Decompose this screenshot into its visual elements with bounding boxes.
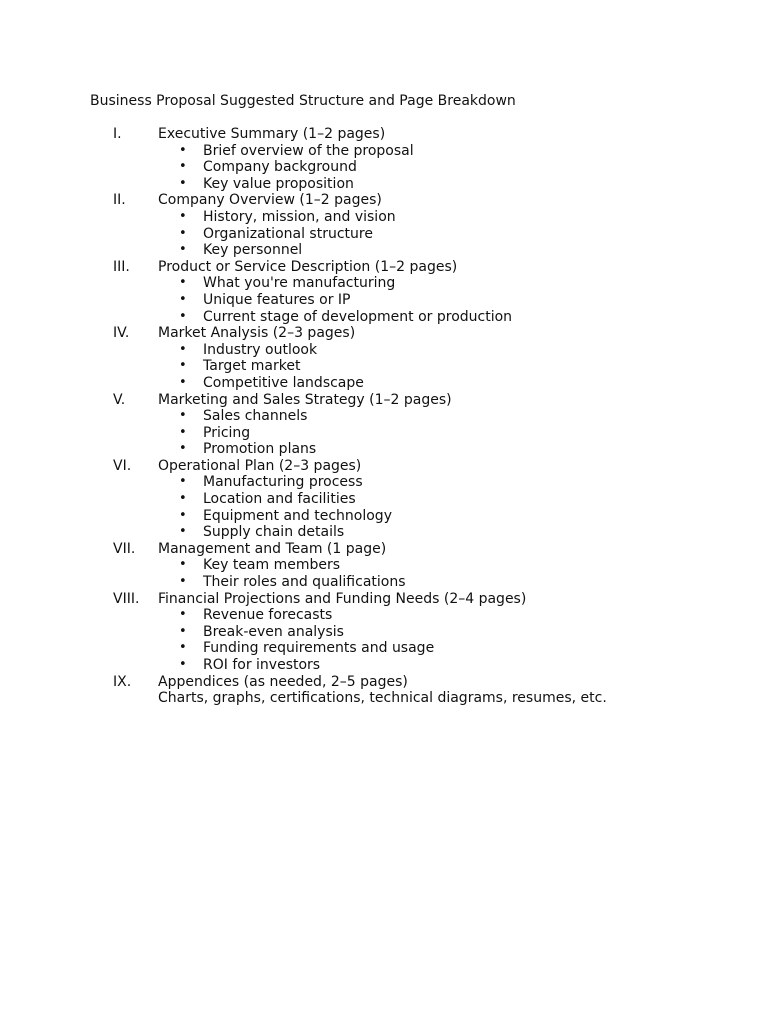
outline-section: [0, 541, 768, 558]
section-numeral: VI.: [113, 457, 132, 474]
outline-section: [0, 325, 768, 342]
section-numeral: VIII.: [113, 590, 140, 607]
bullet-icon: •: [179, 640, 187, 656]
bullet-icon: •: [179, 242, 187, 258]
section-numeral: V.: [113, 391, 126, 408]
bullet-icon: •: [179, 341, 187, 357]
bullet-item: [0, 375, 768, 392]
section-heading: Appendices (as needed, 2–5 pages): [158, 673, 408, 690]
bullet-item: [0, 209, 768, 226]
bullet-icon: •: [179, 275, 187, 291]
bullet-text: Supply chain details: [203, 524, 345, 541]
bullet-icon: •: [179, 225, 187, 241]
section-heading: Product or Service Description (1–2 pages): [158, 258, 458, 275]
bullet-icon: •: [179, 657, 187, 672]
document-title: Business Proposal Suggested Structure and Page Breakdown: [90, 93, 516, 109]
proposal-outline: [0, 126, 768, 707]
bullet-item: [0, 275, 768, 292]
bullet-text: Break-even analysis: [203, 623, 344, 640]
bullet-item: [0, 441, 768, 458]
outline-section: [0, 392, 768, 409]
bullet-item: [0, 508, 768, 525]
bullet-item: [0, 425, 768, 442]
bullet-text: Current stage of development or production: [203, 308, 513, 325]
outline-section: [0, 674, 768, 691]
bullet-item: [0, 309, 768, 326]
bullet-item: [0, 292, 768, 309]
section-heading: Executive Summary (1–2 pages): [158, 126, 386, 142]
section-heading: Market Analysis (2–3 pages): [158, 325, 356, 342]
outline-section: [0, 458, 768, 475]
bullet-icon: •: [179, 607, 187, 623]
bullet-text: Funding requirements and usage: [203, 640, 435, 657]
bullet-icon: •: [179, 491, 187, 507]
section-numeral: IX.: [113, 673, 132, 690]
section-numeral: I.: [113, 126, 122, 142]
bullet-text: Pricing: [203, 424, 251, 441]
outline-section: [0, 192, 768, 209]
bullet-text: Sales channels: [203, 408, 308, 425]
bullet-icon: •: [179, 358, 187, 374]
bullet-text: Industry outlook: [203, 341, 318, 358]
bullet-text: ROI for investors: [203, 657, 321, 673]
bullet-item: [0, 557, 768, 574]
bullet-text: Manufacturing process: [203, 474, 363, 491]
bullet-icon: •: [179, 623, 187, 639]
bullet-text: Location and facilities: [203, 491, 356, 508]
bullet-text: Promotion plans: [203, 441, 317, 458]
bullet-text: Key personnel: [203, 242, 303, 259]
outline-section: [0, 259, 768, 276]
bullet-icon: •: [179, 142, 187, 158]
section-note: [0, 690, 768, 707]
bullet-icon: •: [179, 441, 187, 457]
bullet-text: Competitive landscape: [203, 374, 364, 391]
bullet-icon: •: [179, 424, 187, 440]
bullet-icon: •: [179, 208, 187, 224]
bullet-icon: •: [179, 524, 187, 540]
section-heading: Operational Plan (2–3 pages): [158, 457, 362, 474]
section-numeral: III.: [113, 258, 130, 275]
bullet-item: [0, 474, 768, 491]
bullet-icon: •: [179, 474, 187, 490]
section-heading: Company Overview (1–2 pages): [158, 192, 382, 209]
section-heading: Marketing and Sales Strategy (1–2 pages): [158, 391, 452, 408]
bullet-text: Brief overview of the proposal: [203, 142, 414, 159]
bullet-item: [0, 342, 768, 359]
bullet-text: Revenue forecasts: [203, 607, 333, 624]
bullet-icon: •: [179, 557, 187, 573]
bullet-item: [0, 176, 768, 193]
section-heading: Financial Projections and Funding Needs (2–4 pages): [158, 590, 527, 607]
bullet-icon: •: [179, 574, 187, 590]
outline-section: [0, 126, 768, 143]
bullet-item: [0, 574, 768, 591]
bullet-item: [0, 640, 768, 657]
bullet-icon: •: [179, 175, 187, 191]
bullet-text: Key value proposition: [203, 175, 354, 192]
bullet-text: Their roles and qualifications: [203, 574, 406, 591]
bullet-item: [0, 242, 768, 259]
bullet-item: [0, 159, 768, 176]
section-note-text: Charts, graphs, certifications, technical diagrams, resumes, etc.: [158, 690, 607, 707]
bullet-icon: •: [179, 291, 187, 307]
bullet-item: [0, 358, 768, 375]
bullet-item: [0, 607, 768, 624]
bullet-text: Equipment and technology: [203, 507, 392, 524]
bullet-icon: •: [179, 408, 187, 424]
bullet-icon: •: [179, 374, 187, 390]
bullet-icon: •: [179, 159, 187, 175]
bullet-icon: •: [179, 507, 187, 523]
bullet-item: [0, 624, 768, 641]
bullet-text: History, mission, and vision: [203, 208, 396, 225]
bullet-text: Target market: [203, 358, 301, 375]
bullet-text: Unique features or IP: [203, 291, 351, 308]
bullet-item: [0, 524, 768, 541]
bullet-text: Company background: [203, 159, 357, 176]
section-numeral: VII.: [113, 540, 136, 557]
bullet-item: [0, 226, 768, 243]
bullet-item: [0, 143, 768, 160]
outline-section: [0, 591, 768, 608]
section-heading: Management and Team (1 page): [158, 540, 387, 557]
bullet-text: Key team members: [203, 557, 341, 574]
bullet-item: [0, 408, 768, 425]
bullet-text: What you're manufacturing: [203, 275, 396, 292]
bullet-icon: •: [179, 308, 187, 324]
bullet-text: Organizational structure: [203, 225, 373, 242]
section-numeral: II.: [113, 192, 126, 209]
bullet-item: [0, 657, 768, 674]
section-numeral: IV.: [113, 325, 130, 342]
bullet-item: [0, 491, 768, 508]
